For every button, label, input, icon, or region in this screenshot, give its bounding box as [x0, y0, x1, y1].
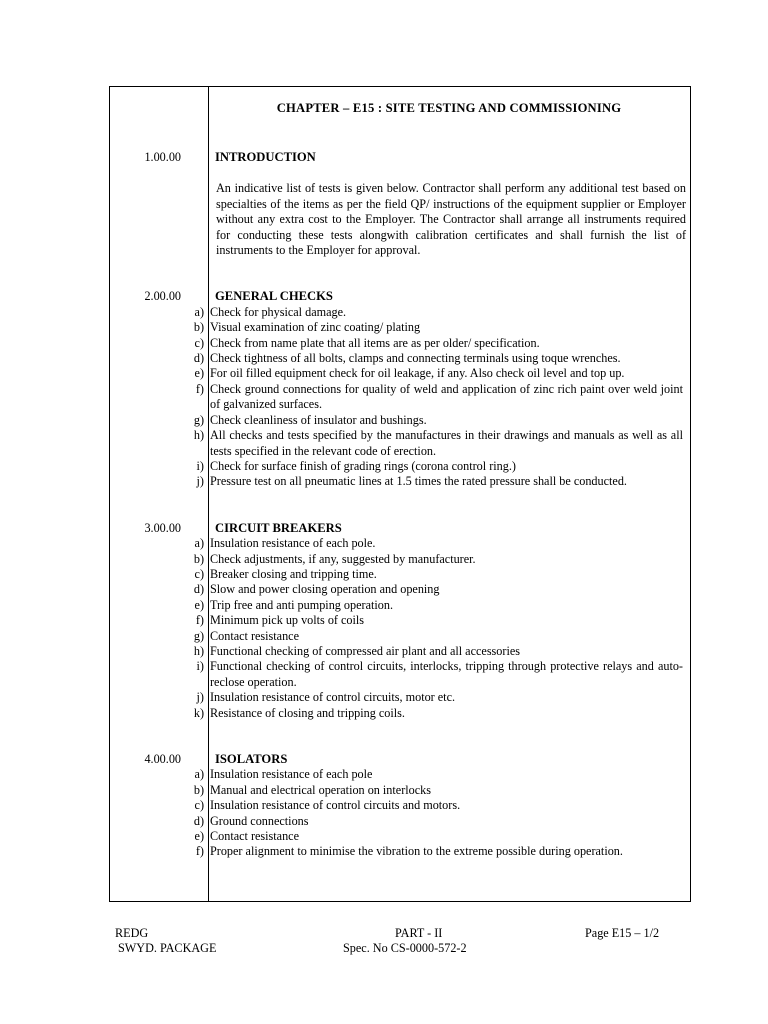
item-letter: a): [194, 304, 204, 319]
item-text: Insulation resistance of control circuits and motors.: [210, 798, 461, 813]
item-letter: j): [196, 690, 204, 705]
list-item: [110, 459, 690, 474]
item-text: Check from name plate that all items are as per older/ specification.: [210, 335, 540, 350]
introduction-paragraph: An indicative list of tests is given below. Contractor shall perform any additional test based on specialties of the items as per the field QP/ instructions of the equipment supplier or Employer without any extra cost to the Employer. The Contractor shall arrange all instruments required for conducting these tests alongwith calibration certificates and shall furnish the list of instruments to the Employer for approval.: [216, 181, 686, 258]
section-heading: CIRCUIT BREAKERS: [215, 520, 342, 535]
item-text: For oil filled equipment check for oil leakage, if any. Also check oil level and top up.: [210, 366, 625, 381]
section-heading-row: [110, 150, 690, 165]
item-letter: h): [193, 428, 204, 443]
item-text: Check tightness of all bolts, clamps and connecting terminals using toque wrenches.: [210, 351, 621, 366]
item-text: All checks and tests specified by the manufactures in their drawings and manuals as well as all tests specified in the relevant code of erection.: [210, 428, 683, 458]
item-letter: e): [194, 829, 204, 844]
item-letter: g): [193, 412, 204, 427]
list-item: [110, 320, 690, 335]
item-text: Trip free and anti pumping operation.: [210, 597, 394, 612]
list-item: [110, 552, 690, 567]
item-text: Contact resistance: [210, 829, 300, 844]
item-text: Resistance of closing and tripping coils.: [210, 705, 405, 720]
section-number: 1.00.00: [144, 150, 181, 164]
section-heading: GENERAL CHECKS: [215, 289, 333, 304]
list-item: [110, 598, 690, 613]
list-item: [110, 767, 690, 782]
section-introduction: [110, 150, 690, 258]
item-letter: d): [193, 582, 204, 597]
item-letter: a): [194, 767, 204, 782]
section-number: 2.00.00: [144, 289, 181, 304]
section-number: 4.00.00: [144, 752, 181, 766]
footer-spec-number: Spec. No CS-0000-572-2: [343, 941, 467, 955]
section-circuit-breakers: [110, 521, 690, 721]
footer-part: PART - II: [395, 926, 443, 940]
list-item: [110, 690, 690, 705]
item-letter: f): [195, 613, 204, 628]
footer-right: [585, 926, 659, 941]
list-item: [110, 706, 690, 721]
chapter-title: CHAPTER – E15 : SITE TESTING AND COMMISSIONING: [276, 101, 622, 115]
list-item: [110, 567, 690, 582]
list-item: [110, 644, 690, 659]
item-text: Check for physical damage.: [210, 304, 347, 319]
list-item: [110, 474, 690, 489]
section-isolators: [110, 752, 690, 860]
item-letter: d): [193, 351, 204, 366]
list-item: [110, 536, 690, 551]
item-text: Functional checking of control circuits, interlocks, tripping through protective relays and auto-reclose operation.: [210, 659, 683, 689]
list-item: [110, 305, 690, 320]
list-item: [110, 783, 690, 798]
item-letter: e): [194, 366, 204, 381]
item-text: Insulation resistance of each pole: [210, 767, 373, 782]
footer-package: SWYD. PACKAGE: [118, 941, 217, 955]
list-item: [110, 582, 690, 597]
item-text: Pressure test on all pneumatic lines at 1.5 times the rated pressure shall be conducted.: [210, 474, 627, 489]
list-item: [110, 659, 690, 690]
item-letter: k): [193, 705, 204, 720]
footer-page-number: Page E15 – 1/2: [585, 926, 660, 940]
item-letter: e): [194, 597, 204, 612]
list-item: [110, 366, 690, 381]
list-item: [110, 351, 690, 366]
item-text: Proper alignment to minimise the vibration to the extreme possible during operation.: [210, 844, 623, 859]
list-item: [110, 844, 690, 859]
item-text: Minimum pick up volts of coils: [210, 613, 365, 628]
item-text: Check for surface finish of grading rings (corona control ring.): [210, 458, 516, 473]
item-text: Slow and power closing operation and opening: [210, 582, 440, 597]
section-heading-row: [110, 289, 690, 304]
item-letter: b): [193, 551, 204, 566]
item-letter: i): [196, 659, 204, 674]
footer-center: [343, 926, 473, 956]
item-letter: i): [196, 458, 204, 473]
item-text: Insulation resistance of each pole.: [210, 536, 376, 551]
list-item: [110, 613, 690, 628]
item-text: Check ground connections for quality of weld and application of zinc rich paint over weld joint of galvanized surfaces.: [210, 381, 683, 412]
list-item: [110, 413, 690, 428]
footer-left: [115, 926, 216, 956]
list-item: [110, 382, 690, 413]
item-letter: a): [194, 536, 204, 551]
item-text: Breaker closing and tripping time.: [210, 566, 377, 581]
list-item: [110, 336, 690, 351]
item-text: Insulation resistance of control circuits, motor etc.: [210, 690, 456, 705]
item-letter: f): [195, 381, 204, 396]
footer-org: REDG: [115, 926, 149, 940]
list-item: [110, 428, 690, 459]
section-heading: INTRODUCTION: [215, 150, 316, 164]
document-body: [110, 101, 690, 860]
item-letter: j): [196, 474, 204, 489]
item-text: Check adjustments, if any, suggested by manufacturer.: [210, 551, 476, 566]
list-item: [110, 829, 690, 844]
section-heading: ISOLATORS: [215, 752, 288, 766]
item-letter: c): [194, 798, 204, 813]
item-text: Check cleanliness of insulator and bushings.: [210, 412, 427, 427]
section-heading-row: [110, 752, 690, 767]
section-general-checks: [110, 289, 690, 489]
list-item: [110, 629, 690, 644]
item-letter: h): [193, 643, 204, 658]
item-letter: f): [195, 844, 204, 859]
item-letter: c): [194, 566, 204, 581]
list-item: [110, 798, 690, 813]
item-text: Functional checking of compressed air plant and all accessories: [210, 643, 520, 658]
item-text: Visual examination of zinc coating/ plating: [210, 320, 421, 335]
item-text: Ground connections: [210, 813, 309, 828]
item-letter: d): [193, 813, 204, 828]
section-heading-row: [110, 521, 690, 536]
item-text: Manual and electrical operation on interlocks: [210, 782, 431, 797]
item-letter: b): [193, 782, 204, 797]
section-number: 3.00.00: [144, 520, 181, 535]
item-text: Contact resistance: [210, 628, 300, 643]
item-letter: c): [194, 335, 204, 350]
item-letter: g): [193, 628, 204, 643]
list-item: [110, 814, 690, 829]
item-letter: b): [193, 320, 204, 335]
